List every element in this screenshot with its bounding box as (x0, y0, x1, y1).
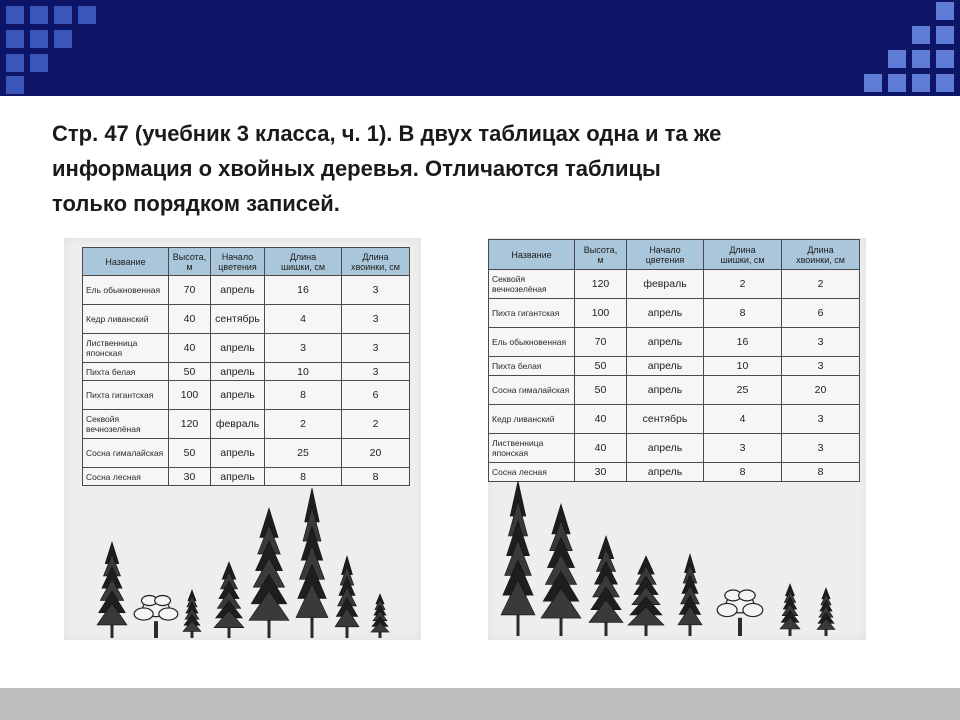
cell-bloom: апрель (627, 299, 704, 328)
cell-height: 50 (169, 363, 211, 381)
cell-name: Пихта белая (489, 357, 575, 376)
cell-cone-length: 16 (704, 328, 782, 357)
decor-square (936, 26, 954, 44)
slide-banner (0, 0, 960, 96)
decor-square (936, 50, 954, 68)
decor-square (30, 30, 48, 48)
col-header-needle: Длина хвоинки, см (782, 240, 860, 270)
cell-needle-length: 6 (782, 299, 860, 328)
cell-name: Секвойя вечнозелёная (489, 270, 575, 299)
cell-bloom: апрель (211, 381, 265, 410)
cell-needle-length: 2 (342, 410, 410, 439)
trees-illustration-left (64, 482, 421, 640)
cell-height: 120 (169, 410, 211, 439)
cell-cone-length: 2 (265, 410, 342, 439)
cell-bloom: апрель (627, 376, 704, 405)
tree-drawing (501, 481, 535, 636)
tree-drawing (678, 554, 702, 636)
tree-drawing (214, 562, 244, 638)
cell-needle-length: 8 (342, 468, 410, 486)
slide-footer-bar (0, 688, 960, 720)
col-header-name: Название (489, 240, 575, 270)
cell-bloom: апрель (211, 439, 265, 468)
cell-name: Сосна гималайская (83, 439, 169, 468)
table-row (489, 328, 860, 357)
cell-cone-length: 25 (265, 439, 342, 468)
cell-cone-length: 16 (265, 276, 342, 305)
cell-needle-length: 3 (782, 434, 860, 463)
col-header-needle: Длина хвоинки, см (342, 248, 410, 276)
trees-illustration-right (488, 478, 866, 640)
decor-square (54, 6, 72, 24)
cell-cone-length: 4 (704, 405, 782, 434)
cell-name: Секвойя вечнозелёная (83, 410, 169, 439)
table-row (83, 381, 410, 410)
tree-drawing (817, 588, 835, 636)
tree-drawing (628, 556, 664, 636)
col-header-height: Высота, м (169, 248, 211, 276)
table-row (489, 357, 860, 376)
cell-bloom: апрель (627, 463, 704, 482)
table-row (83, 410, 410, 439)
col-header-bloom: Начало цветения (627, 240, 704, 270)
tree-drawing (97, 542, 127, 638)
table-body (83, 276, 410, 486)
cell-name: Лиственница японская (489, 434, 575, 463)
cell-height: 120 (575, 270, 627, 299)
heading-line-1: Стр. 47 (учебник 3 класса, ч. 1). В двух таблицах одна и та же (52, 121, 722, 146)
cell-needle-length: 3 (782, 357, 860, 376)
tree-drawing (717, 590, 763, 636)
tree-drawing (183, 590, 201, 638)
tree-drawing (589, 536, 623, 636)
cell-name: Пихта гигантская (83, 381, 169, 410)
cell-height: 40 (575, 434, 627, 463)
table-row (489, 376, 860, 405)
cell-name: Пихта гигантская (489, 299, 575, 328)
cell-needle-length: 20 (342, 439, 410, 468)
slide-heading (52, 116, 912, 221)
table-row (83, 363, 410, 381)
decor-square (888, 50, 906, 68)
conifer-table-right (488, 239, 860, 482)
table-row (83, 305, 410, 334)
decor-square (30, 6, 48, 24)
table-row (83, 439, 410, 468)
cell-needle-length: 3 (342, 363, 410, 381)
heading-line-3: только порядком записей. (52, 191, 340, 216)
textbook-scan-right (488, 238, 866, 640)
cell-cone-length: 10 (704, 357, 782, 376)
tree-drawing (134, 596, 178, 638)
textbook-scan-left (64, 238, 421, 640)
tree-drawing (541, 504, 581, 636)
decor-square (912, 74, 930, 92)
decor-square (6, 30, 24, 48)
tree-drawing (296, 488, 328, 638)
cell-needle-length: 3 (342, 276, 410, 305)
cell-cone-length: 25 (704, 376, 782, 405)
heading-line-2: информация о хвойных деревья. Отличаются таблицы (52, 156, 661, 181)
decor-square (912, 50, 930, 68)
tree-drawing (780, 584, 800, 636)
cell-height: 40 (169, 305, 211, 334)
cell-needle-length: 3 (782, 328, 860, 357)
cell-bloom: апрель (627, 434, 704, 463)
cell-name: Сосна лесная (83, 468, 169, 486)
cell-cone-length: 8 (265, 468, 342, 486)
cell-name: Лиственница японская (83, 334, 169, 363)
decor-square (6, 54, 24, 72)
col-header-bloom: Начало цветения (211, 248, 265, 276)
table-body (489, 270, 860, 482)
table-row (489, 434, 860, 463)
cell-height: 50 (169, 439, 211, 468)
decor-square (864, 74, 882, 92)
col-header-height: Высота, м (575, 240, 627, 270)
cell-name: Кедр ливанский (489, 405, 575, 434)
decor-square (888, 74, 906, 92)
col-header-cone: Длина шишки, см (265, 248, 342, 276)
cell-height: 40 (169, 334, 211, 363)
cell-name: Пихта белая (83, 363, 169, 381)
cell-bloom: апрель (211, 363, 265, 381)
cell-bloom: сентябрь (211, 305, 265, 334)
cell-needle-length: 3 (782, 405, 860, 434)
cell-bloom: сентябрь (627, 405, 704, 434)
cell-name: Сосна гималайская (489, 376, 575, 405)
cell-cone-length: 4 (265, 305, 342, 334)
cell-height: 100 (169, 381, 211, 410)
cell-height: 30 (575, 463, 627, 482)
cell-needle-length: 2 (782, 270, 860, 299)
cell-needle-length: 3 (342, 334, 410, 363)
decor-square (936, 74, 954, 92)
cell-cone-length: 2 (704, 270, 782, 299)
cell-height: 30 (169, 468, 211, 486)
table-row (489, 270, 860, 299)
conifer-table-left (82, 247, 410, 486)
tree-drawing (335, 556, 359, 638)
decor-square (54, 30, 72, 48)
tree-drawing (371, 594, 389, 638)
cell-bloom: апрель (211, 276, 265, 305)
cell-height: 50 (575, 376, 627, 405)
cell-needle-length: 6 (342, 381, 410, 410)
cell-bloom: февраль (627, 270, 704, 299)
decor-square (6, 6, 24, 24)
table-header-row (489, 240, 860, 270)
cell-bloom: февраль (211, 410, 265, 439)
col-header-cone: Длина шишки, см (704, 240, 782, 270)
decor-square (78, 6, 96, 24)
table-row (83, 276, 410, 305)
cell-height: 40 (575, 405, 627, 434)
table-header-row (83, 248, 410, 276)
cell-name: Сосна лесная (489, 463, 575, 482)
table-row (489, 405, 860, 434)
cell-needle-length: 3 (342, 305, 410, 334)
cell-cone-length: 8 (265, 381, 342, 410)
cell-cone-length: 8 (704, 299, 782, 328)
cell-cone-length: 3 (265, 334, 342, 363)
table-row (489, 299, 860, 328)
cell-height: 70 (575, 328, 627, 357)
cell-bloom: апрель (627, 328, 704, 357)
decor-square (30, 54, 48, 72)
decor-square (936, 2, 954, 20)
col-header-name: Название (83, 248, 169, 276)
cell-bloom: апрель (211, 334, 265, 363)
cell-name: Ель обыкновенная (489, 328, 575, 357)
cell-cone-length: 8 (704, 463, 782, 482)
cell-name: Кедр ливанский (83, 305, 169, 334)
tree-drawing (249, 508, 289, 638)
cell-cone-length: 10 (265, 363, 342, 381)
cell-needle-length: 20 (782, 376, 860, 405)
cell-bloom: апрель (211, 468, 265, 486)
cell-cone-length: 3 (704, 434, 782, 463)
cell-name: Ель обыкновенная (83, 276, 169, 305)
table-row (83, 334, 410, 363)
cell-height: 100 (575, 299, 627, 328)
decor-square (912, 26, 930, 44)
cell-height: 50 (575, 357, 627, 376)
cell-bloom: апрель (627, 357, 704, 376)
cell-needle-length: 8 (782, 463, 860, 482)
decor-square (6, 76, 24, 94)
cell-height: 70 (169, 276, 211, 305)
